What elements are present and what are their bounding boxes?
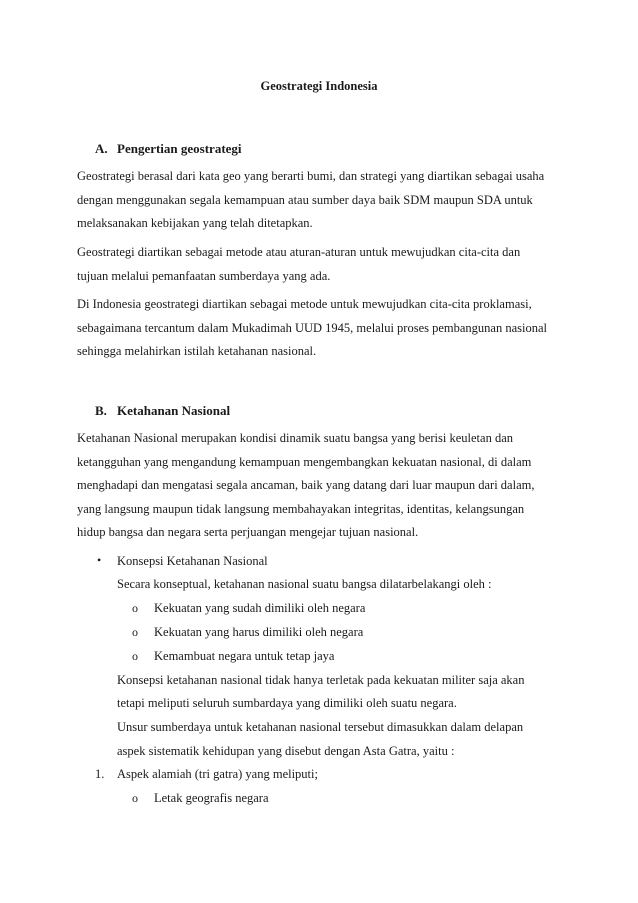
section-b-letter: B. [95,403,107,418]
sub-item: Letak geografis negara [154,791,269,805]
numbered-item-label: Aspek alamiah (tri gatra) yang meliputi; [117,767,318,781]
document-title: Geostrategi Indonesia [260,79,378,93]
text-line: Konsepsi ketahanan nasional tidak hanya terletak pada kekuatan militer saja akan [117,673,525,687]
bullet-icon: • [97,553,102,567]
list-number: 1. [95,767,105,781]
sub-item: Kekuatan yang harus dimiliki oleh negara [154,625,364,639]
text-line: ketangguhan yang mengandung kemampuan mengembangkan kekuatan nasional, di dalam [77,454,532,469]
section-a-heading [95,141,242,157]
sub-bullet-icon: o [132,791,138,805]
section-a-title: Pengertian geostrategi [117,141,242,156]
sub-bullet-icon: o [132,601,138,615]
section-a-paragraph-3 [77,293,577,364]
bullet-label: Konsepsi Ketahanan Nasional [117,554,268,568]
bullet-intro: Secara konseptual, ketahanan nasional suatu bangsa dilatarbelakangi oleh : [117,577,492,591]
sub-bullet-icon: o [132,625,138,639]
section-b-paragraph [77,427,577,545]
section-a-paragraph-2 [77,241,577,288]
text-line: menghadapi dan mengatasi segala ancaman, baik yang datang dari luar maupun dari dalam, [77,478,535,493]
text-line: dengan menggunakan segala kemampuan atau sumber daya baik SDM maupun SDA untuk [77,192,533,207]
text-line: Ketahanan Nasional merupakan kondisi dinamik suatu bangsa yang berisi keuletan dan [77,431,513,445]
text-line: tetapi meliputi seluruh sumbardaya yang dimiliki oleh suatu negara. [117,696,457,710]
text-line: melaksanakan kebijakan yang telah ditetapkan. [77,216,313,231]
sub-item: Kemambuat negara untuk tetap jaya [154,649,335,663]
text-line: tujuan melalui pemanfaatan sumberdaya yang ada. [77,268,331,283]
text-line: yang langsung maupun tidak langsung membahayakan integritas, identitas, kelangsungan [77,501,525,516]
text-line: aspek sistematik kehidupan yang disebut dengan Asta Gatra, yaitu : [117,744,455,758]
text-line: Di Indonesia geostrategi diartikan sebagai metode untuk mewujudkan cita-cita proklamasi, [77,297,532,311]
text-line: Geostrategi diartikan sebagai metode atau aturan-aturan untuk mewujudkan cita-cita dan [77,245,521,259]
text-line: Unsur sumberdaya untuk ketahanan nasional tersebut dimasukkan dalam delapan [117,720,524,734]
sub-item: Kekuatan yang sudah dimiliki oleh negara [154,601,366,615]
text-line: sebagaimana tercantum dalam Mukadimah UUD 1945, melalui proses pembangunan nasional [77,320,548,335]
section-b-title: Ketahanan Nasional [117,403,231,418]
text-line: hidup bangsa dan negara serta perjuangan mengejar tujuan nasional. [77,525,419,540]
text-line: sehingga melahirkan istilah ketahanan nasional. [77,344,317,359]
sub-bullet-icon: o [132,649,138,663]
section-a-letter: A. [95,141,108,156]
section-a-paragraph-1 [77,165,577,236]
text-line: Geostrategi berasal dari kata geo yang berarti bumi, dan strategi yang diartikan sebagai usaha [77,169,545,183]
section-b-heading [95,403,230,419]
